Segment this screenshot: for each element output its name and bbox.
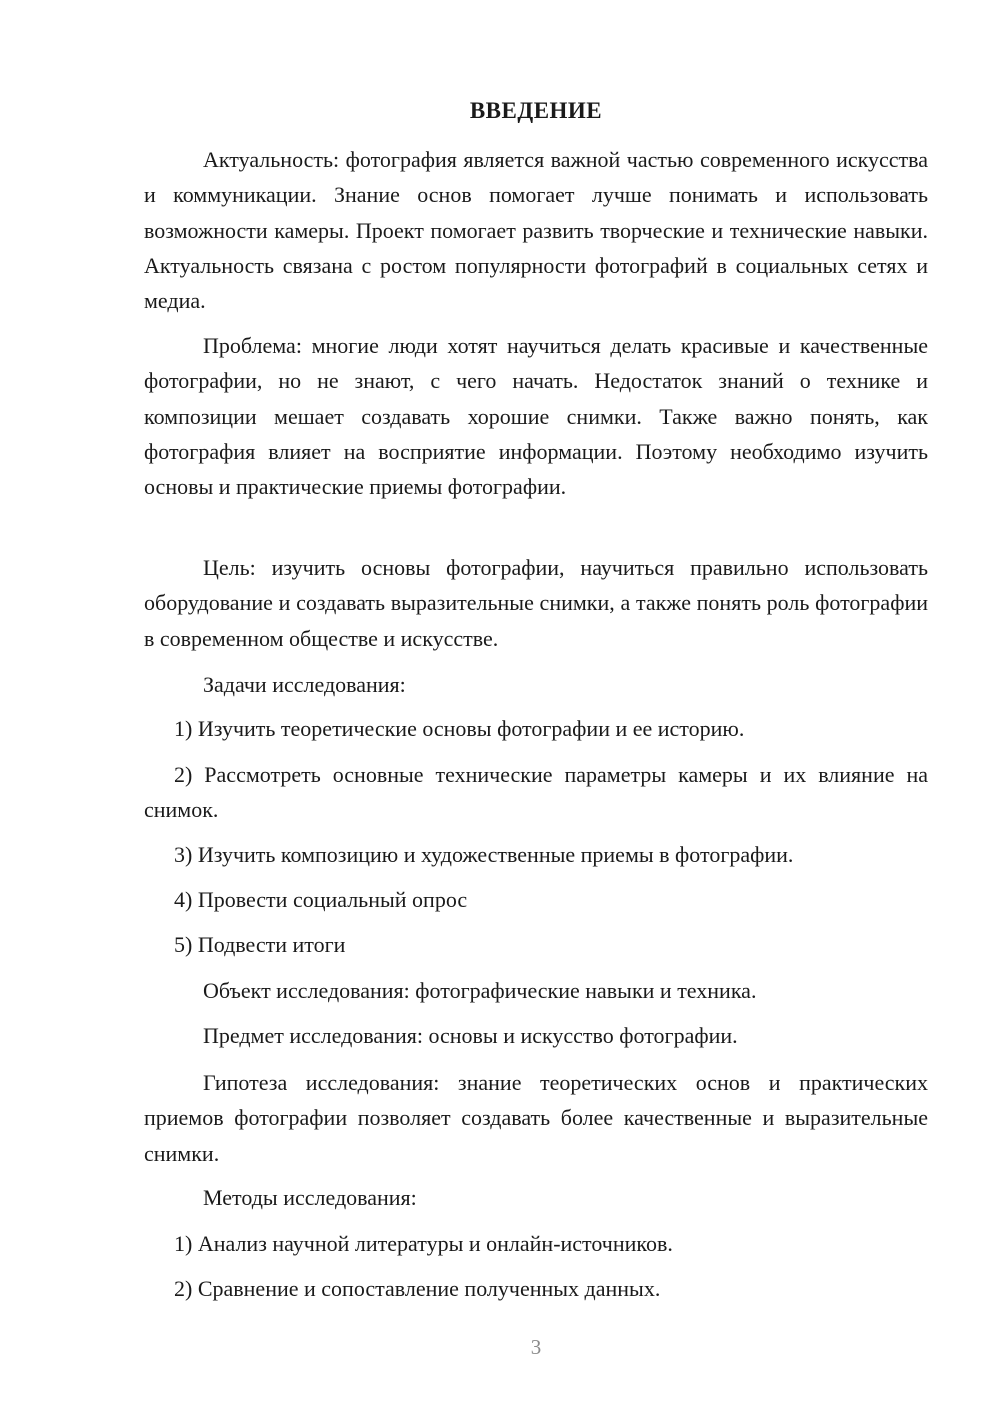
subject-line: Предмет исследования: основы и искусство фотографии.	[203, 1023, 738, 1048]
method-item-2: 2) Сравнение и сопоставление полученных данных.	[174, 1276, 661, 1301]
task-item-4: 4) Провести социальный опрос	[174, 887, 468, 912]
task-item-5: 5) Подвести итоги	[174, 932, 346, 957]
task-item-1: 1) Изучить теоретические основы фотографии и ее историю.	[174, 716, 745, 741]
task-item-3: 3) Изучить композицию и художественные приемы в фотографии.	[174, 842, 794, 867]
methods-heading: Методы исследования:	[203, 1185, 417, 1210]
method-item-1: 1) Анализ научной литературы и онлайн-источников.	[174, 1231, 673, 1256]
relevance-paragraph: Актуальность: фотография является важной частью современного искусства и коммуникации. Знание основ помогает лучше понимать и использовать возможности камеры. Проект помогает развить творческие и технические навыки. Актуальность связана с ростом популярности фотографий в социальных сетях и медиа.	[144, 147, 928, 314]
object-line: Объект исследования: фотографические навыки и техника.	[203, 978, 757, 1003]
page-number: 3	[530, 1335, 542, 1359]
goal-paragraph: Цель: изучить основы фотографии, научиться правильно использовать оборудование и создавать выразительные снимки, а также понять роль фотографии в современном обществе и искусстве.	[144, 555, 928, 651]
task-item-2: 2) Рассмотреть основные технические параметры камеры и их влияние на снимок.	[144, 762, 928, 823]
problem-paragraph: Проблема: многие люди хотят научиться делать красивые и качественные фотографии, но не знают, с чего начать. Недостаток знаний о технике и композиции мешает создавать хорошие снимки. Также важно понять, как фотография влияет на восприятие информации. Поэтому необходимо изучить основы и практические приемы фотографии.	[144, 333, 928, 500]
hypothesis-paragraph: Гипотеза исследования: знание теоретических основ и практических приемов фотографии позволяет создавать более качественные и выразительные снимки.	[144, 1070, 928, 1166]
page-title: ВВЕДЕНИЕ	[469, 98, 603, 123]
tasks-heading: Задачи исследования:	[203, 672, 406, 697]
